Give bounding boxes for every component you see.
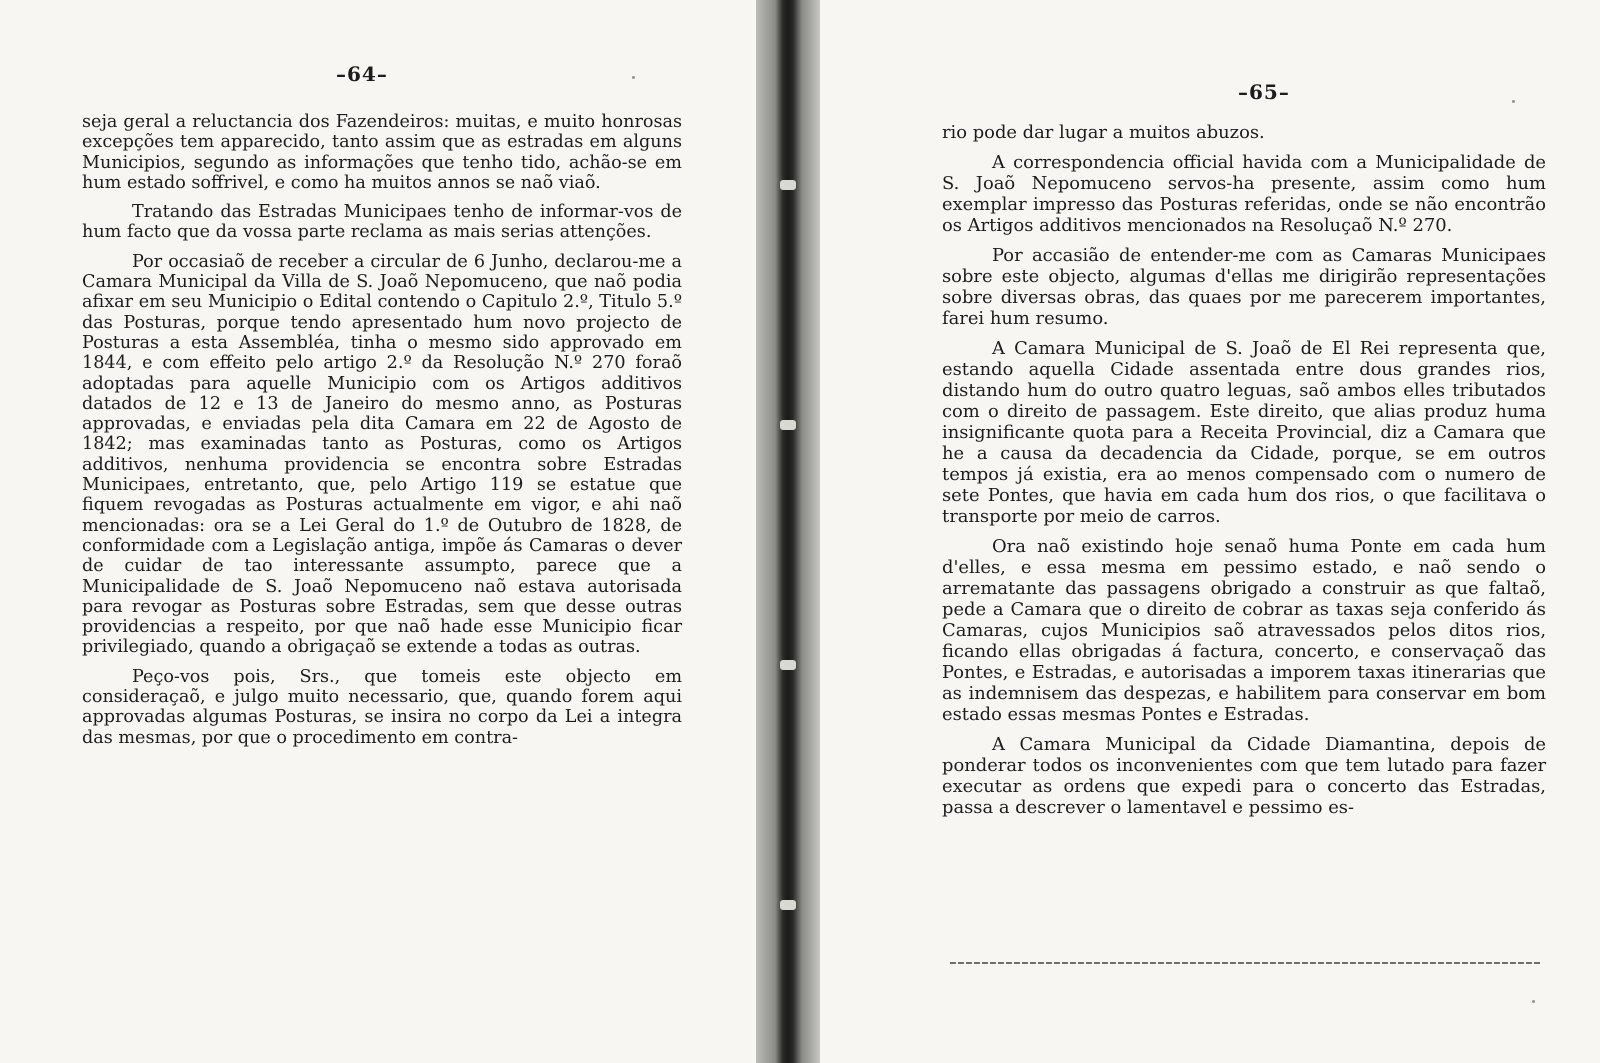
- left-page-text: [82, 112, 682, 757]
- right-page: [820, 0, 1600, 1063]
- paragraph: Tratando das Estradas Municipaes tenho de informar-vos de hum facto que da vossa parte reclama as mais serias attenções.: [82, 202, 682, 243]
- paragraph: A Camara Municipal da Cidade Diamantina, depois de ponderar todos os inconvenientes com que tem lutado para fazer executar as ordens que expedi para o concerto das Estradas, passa a descrever o lamentavel e pessimo es-: [942, 734, 1546, 818]
- paragraph: A Camara Municipal de S. Joaõ de El Rei representa que, estando aquella Cidade assentada entre dous grandes rios, distando hum do outro quatro leguas, saõ ambos elles tributados com o direito de passagem. Este direito, que alias produz huma insignificante quota para a Receita Provincial, diz a Camara que he a causa da decadencia da Cidade, porque, se em outros tempos já existia, era ao menos compensado com o numero de sete Pontes, que havia em cada hum dos rios, o que facilitava o transporte por meio de carros.: [942, 338, 1546, 527]
- page-number-right: –65–: [1238, 80, 1290, 104]
- print-speck: [1512, 100, 1515, 103]
- left-page: [0, 0, 756, 1063]
- page-rule: [950, 962, 1540, 964]
- print-speck: [632, 76, 635, 79]
- paragraph: rio pode dar lugar a muitos abuzos.: [942, 122, 1265, 143]
- print-speck: [1532, 1000, 1535, 1003]
- right-page-text: [942, 122, 1546, 827]
- binding-thread: [780, 900, 796, 910]
- paragraph: Por occasiaõ de receber a circular de 6 Junho, declarou-me a Camara Municipal da Villa de S. Joaõ Nepomuceno, que naõ podia afixar em seu Municipio o Edital contendo o Capitulo 2.º, Titulo 5.º das Posturas, porque tendo apresentado hum novo projecto de Posturas a esta Assembléa, tinha o mesmo sido approvado em 1844, e com effeito pelo artigo 2.º da Resolução N.º 270 foraõ adoptadas para aquelle Municipio com os Artigos additivos datados de 12 e 13 de Janeiro do mesmo anno, as Posturas approvadas, e enviadas pela dita Camara em 22 de Agosto de 1842; mas examinadas tanto as Posturas, como os Artigos additivos, nenhuma providencia se encontra sobre Estradas Municipaes, entretanto, que, pelo Artigo 119 se estatue que fiquem revogadas as Posturas actualmente em vigor, e ahi naõ mencionadas: ora se a Lei Geral do 1.º de Outubro de 1828, de conformidade com a Legislação antiga, impõe ás Camaras o dever de cuidar de tao interessante assumpto, parece que a Municipalidade de S. Joaõ Nepomuceno naõ estava autorisada para revogar as Posturas sobre Estradas, sem que desse outras providencias a respeito, por que naõ hade esse Municipio ficar privilegiado, quando a obrigaçaõ se extende a todas as outras.: [82, 251, 682, 658]
- paragraph: seja geral a reluctancia dos Fazendeiros: muitas, e muito honrosas excepções tem apparecido, tanto assim que as estradas em alguns Municipios, segundo as informações que tenho tido, achão-se em hum estado soffrivel, e como ha muitos annos se naõ viaõ.: [82, 112, 682, 193]
- paragraph: Peço-vos pois, Srs., que tomeis este objecto em consideraçaõ, e julgo muito necessario, que, quando forem aqui approvadas algumas Posturas, se insira no corpo da Lei a integra das mesmas, por que o procedimento em contra-: [82, 666, 682, 748]
- page-number-left: –64–: [336, 62, 388, 86]
- binding-thread: [780, 660, 796, 670]
- paragraph: Ora naõ existindo hoje senaõ huma Ponte em cada hum d'elles, e essa mesma em pessimo estado, e naõ sendo o arrematante das passagens obrigado a construir as que faltaõ, pede a Camara que o direito de cobrar as taxas seja conferido ás Camaras, cujos Municipios saõ atravessados pelos ditos rios, ficando ellas obrigadas á factura, concerto, e conservaçaõ das Pontes, e Estradas, e autorisadas a imporem taxas itinerarias que as indemnisem das despezas, e habilitem para conservar em bom estado essas mesmas Pontes e Estradas.: [942, 536, 1546, 725]
- binding-thread: [780, 180, 796, 190]
- paragraph: A correspondencia official havida com a Municipalidade de S. Joaõ Nepomuceno servos-ha presente, assim como hum exemplar impresso das Posturas referidas, onde se não encontrão os Artigos additivos mencionados na Resoluçaõ N.º 270.: [942, 152, 1546, 236]
- binding-thread: [780, 420, 796, 430]
- paragraph: Por accasião de entender-me com as Camaras Municipaes sobre este objecto, algumas d'ellas me dirigirão representações sobre diversas obras, das quaes por me parecerem importantes, farei hum resumo.: [942, 245, 1546, 329]
